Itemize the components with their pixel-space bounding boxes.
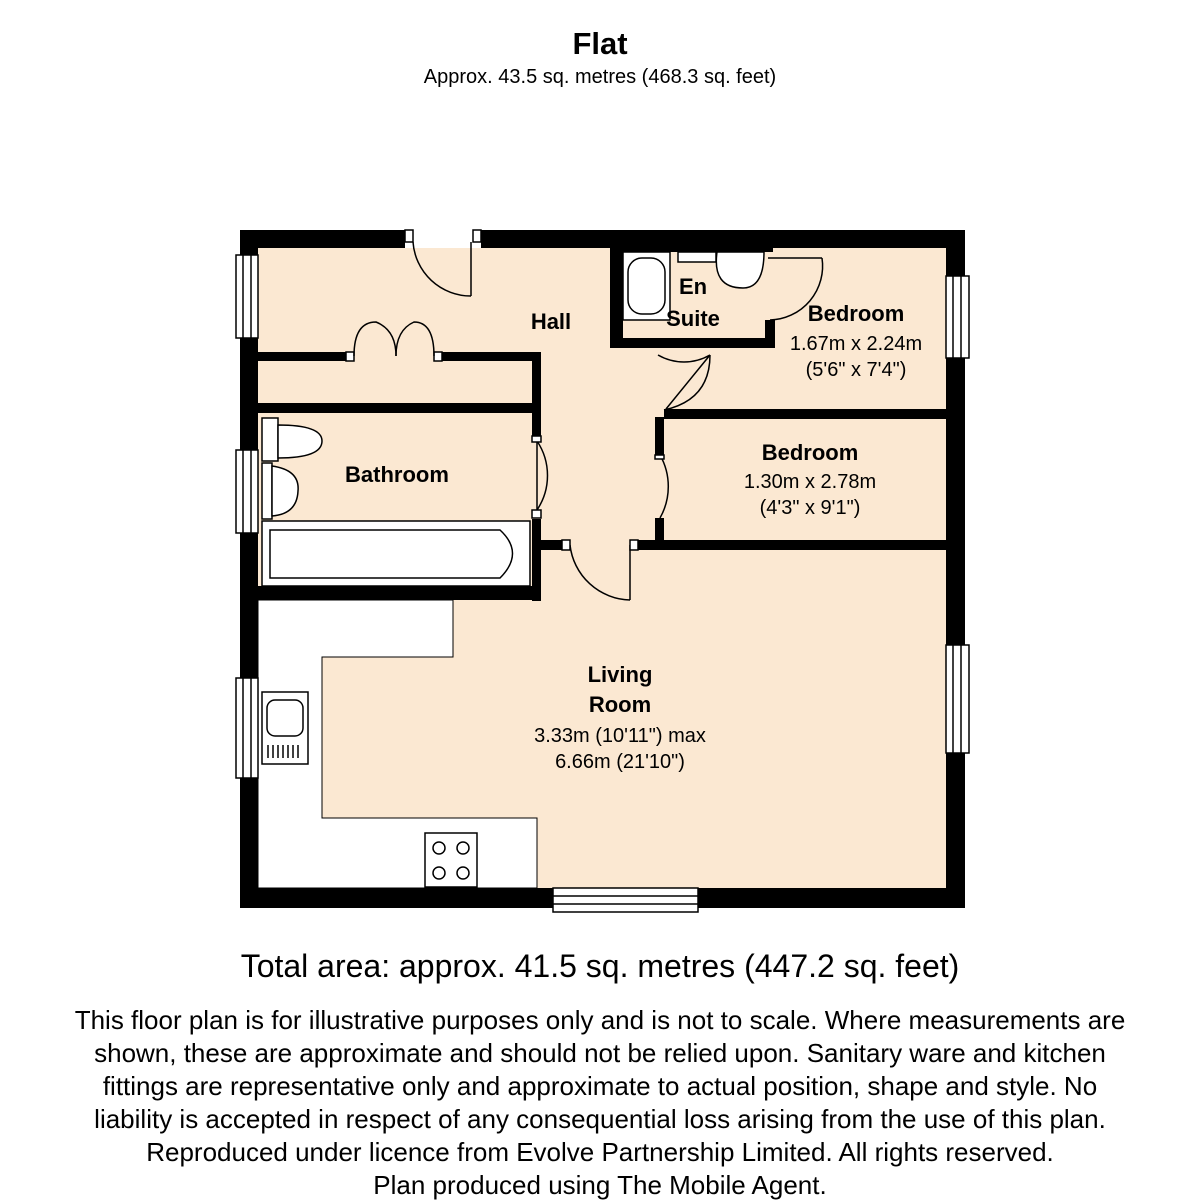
bedroom1-dim-imperial: (5'6" x 7'4")	[805, 359, 907, 381]
living-room-label-line2: Room	[588, 692, 652, 717]
en-suite-label-line1: En	[678, 274, 708, 299]
bedroom2-dim-metric: 1.30m x 2.78m	[743, 471, 877, 493]
bathroom-label: Bathroom	[345, 462, 449, 487]
living-room-dim-line1: 3.33m (10'11") max	[534, 725, 706, 747]
plan-subtitle: Approx. 43.5 sq. metres (468.3 sq. feet)	[423, 66, 777, 88]
bedroom2-dim-imperial: (4'3" x 9'1")	[759, 497, 861, 519]
en-suite-label-line2: Suite	[666, 306, 720, 331]
hall-label: Hall	[530, 309, 572, 334]
living-room-dim-line2: 6.66m (21'10")	[555, 751, 685, 773]
en-suite-toilet-icon	[716, 252, 764, 288]
bedroom2-label: Bedroom	[761, 440, 859, 465]
disclaimer	[0, 1004, 1200, 1202]
plan-title: Flat	[572, 26, 628, 61]
disclaimer-line: Plan produced using The Mobile Agent.	[373, 1170, 827, 1200]
disclaimer-line: This floor plan is for illustrative purposes only and is not to scale. Where measurements are	[74, 1005, 1126, 1035]
living-room-label-line1: Living	[587, 662, 653, 687]
hob-icon	[425, 833, 477, 887]
toilet-icon	[262, 418, 278, 461]
disclaimer-line: fittings are representative only and approximate to actual position, shape and style. No	[102, 1071, 1098, 1101]
disclaimer-line: liability is accepted in respect of any consequential loss arising from the use of this plan.	[94, 1104, 1106, 1134]
bedroom1-dim-metric: 1.67m x 2.24m	[789, 333, 923, 355]
disclaimer-line: Reproduced under licence from Evolve Partnership Limited. All rights reserved.	[146, 1137, 1054, 1167]
bedroom1-label: Bedroom	[807, 301, 905, 326]
disclaimer-line: shown, these are approximate and should not be relied upon. Sanitary ware and kitchen	[94, 1038, 1106, 1068]
basin-icon	[262, 463, 272, 519]
total-area: Total area: approx. 41.5 sq. metres (447.2 sq. feet)	[240, 948, 960, 984]
bathtub-basin-icon	[270, 530, 513, 578]
